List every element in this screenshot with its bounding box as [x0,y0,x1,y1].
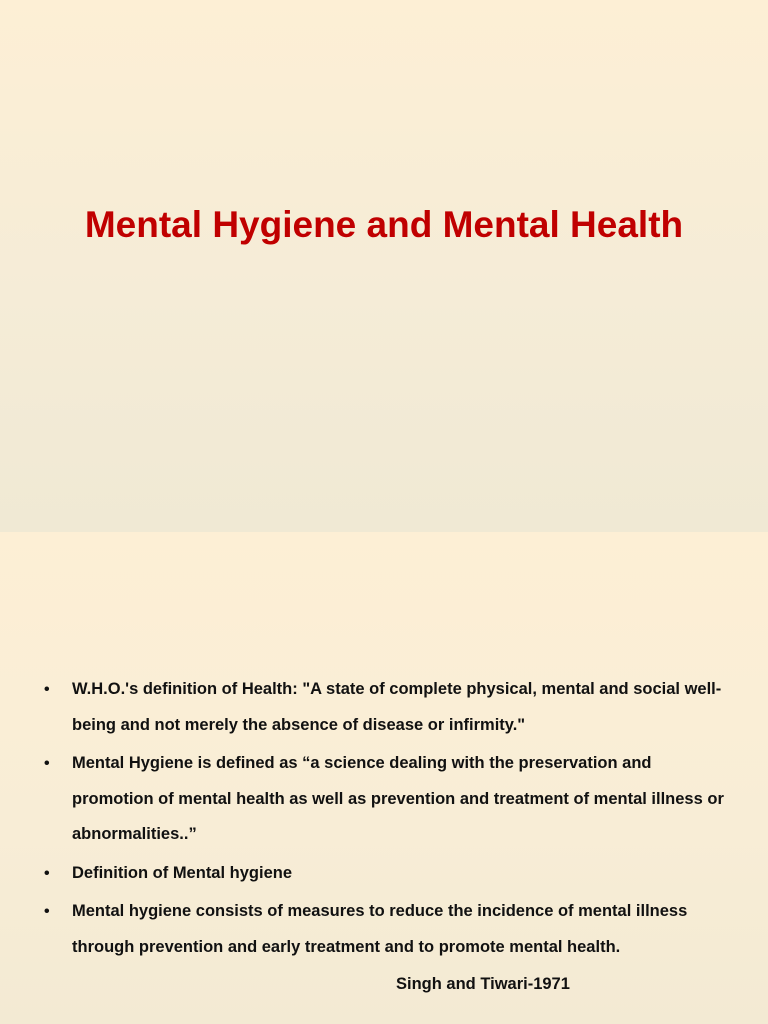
bullet-text: Mental Hygiene is defined as “a science dealing with the preservation and promotion of mental health as well as prevention and treatment of mental illness or abnormalities..” [72,754,724,843]
bullet-icon: • [44,755,50,772]
bullet-item-measures [44,894,724,965]
slide-title: Mental Hygiene and Mental Health [84,204,684,245]
bullet-item-who-definition [44,672,724,743]
bullet-icon: • [44,681,50,698]
bullet-text: Definition of Mental hygiene [72,863,293,882]
bullet-icon: • [44,864,50,882]
citation: Singh and Tiwari-1971 [396,975,570,993]
bullet-text: W.H.O.'s definition of Health: "A state of complete physical, mental and social well-being and not merely the absence of disease or infirmity." [72,680,722,734]
bullet-item-mental-hygiene-science [44,746,724,853]
bullet-icon: • [44,903,50,920]
bullet-item-definition-heading [44,856,724,892]
bullet-text: Mental hygiene consists of measures to reduce the incidence of mental illness through prevention and early treatment and to promote mental health. [72,902,688,956]
definitions-slide [0,532,768,1024]
bullet-list [44,672,724,968]
